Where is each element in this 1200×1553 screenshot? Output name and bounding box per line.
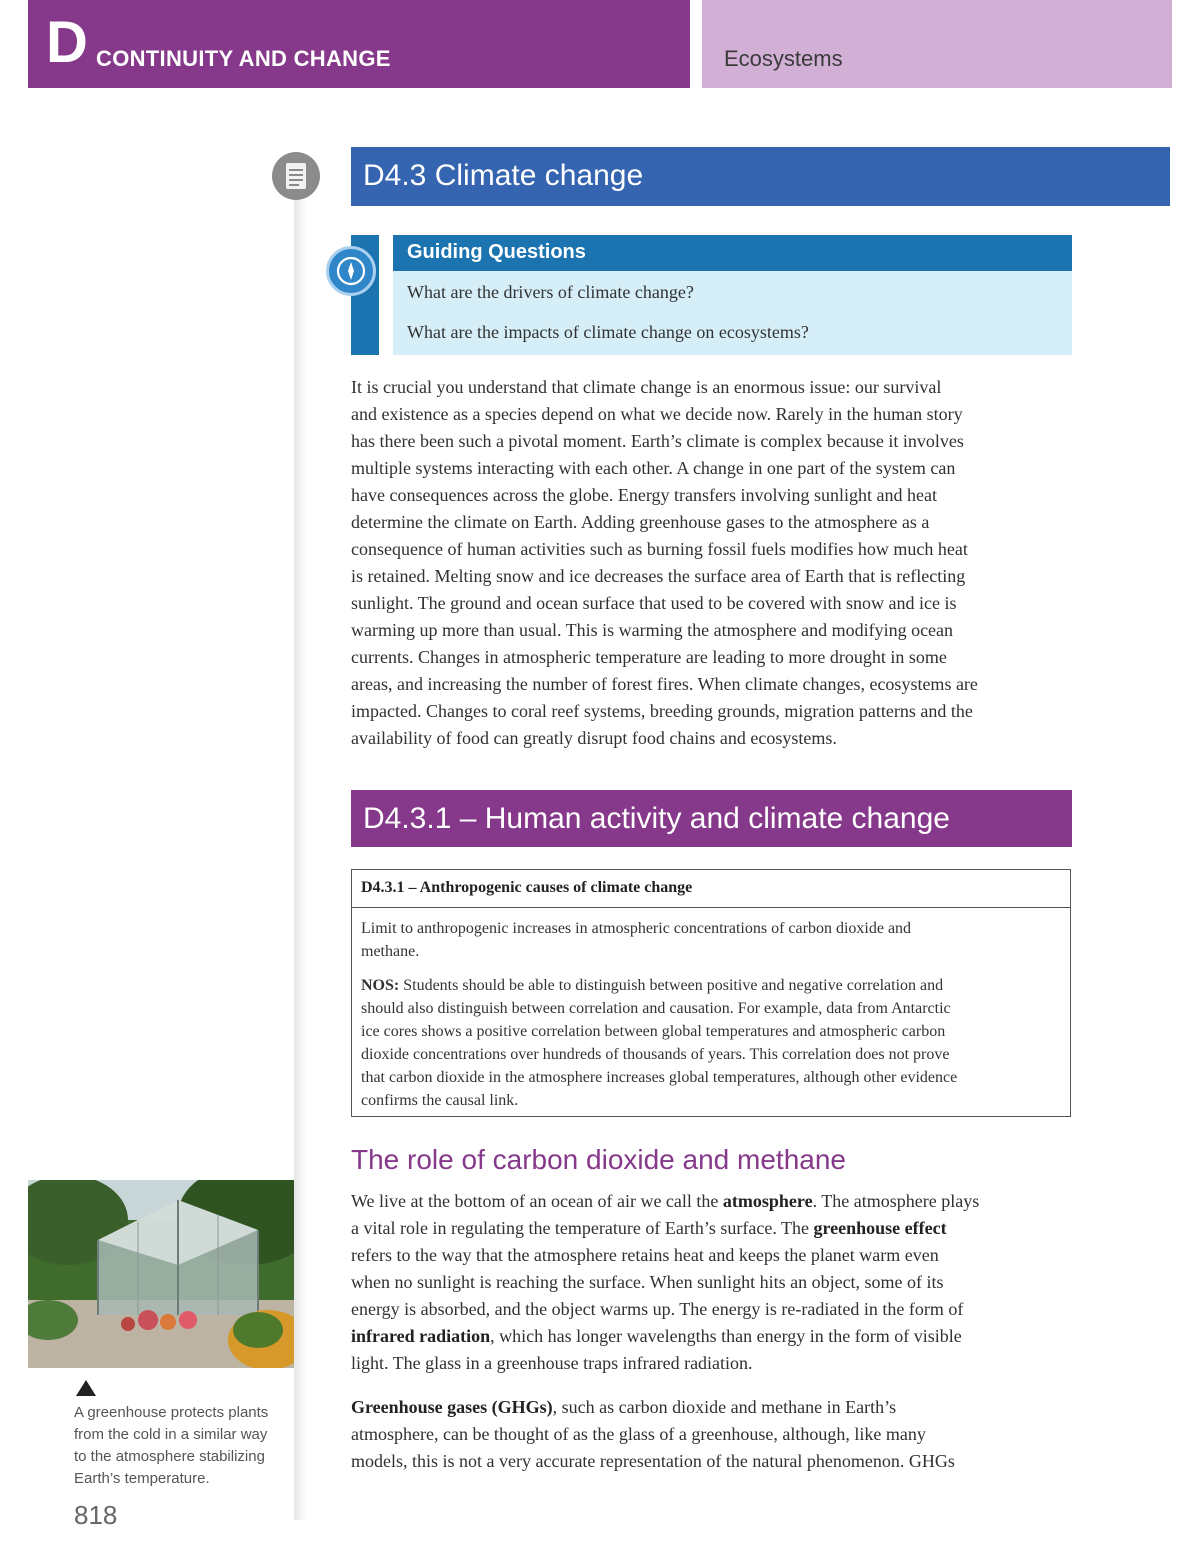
chapter-banner	[28, 0, 690, 88]
text-line: should also distinguish between correlation and causation. For example, data from Antarctic	[361, 1000, 951, 1017]
syllabus-nos	[361, 974, 1063, 1112]
text-line: energy is absorbed, and the object warms up. The energy is re-radiated in the form of	[351, 1299, 964, 1319]
guiding-question: What are the impacts of climate change on ecosystems?	[407, 322, 809, 342]
text-line: sunlight. The ground and ocean surface that used to be covered with snow and ice is	[351, 593, 957, 613]
greenhouse-photo	[28, 1180, 294, 1368]
text-line: , such as carbon dioxide and methane in Earth’s	[552, 1397, 897, 1417]
chapter-letter: D	[46, 10, 88, 75]
text-line: It is crucial you understand that climate change is an enormous issue: our survival	[351, 377, 942, 397]
key-term: infrared radiation	[351, 1326, 491, 1346]
text-line: impacted. Changes to coral reef systems, breeding grounds, migration patterns and the	[351, 701, 973, 721]
section-title: D4.3 Climate change	[363, 159, 644, 192]
syllabus-title: D4.3.1 – Anthropogenic causes of climate change	[361, 879, 693, 896]
nos-label: NOS:	[361, 977, 400, 994]
guiding-questions-header	[393, 235, 1072, 271]
text-line: determine the climate on Earth. Adding greenhouse gases to the atmosphere as a	[351, 512, 930, 532]
compass-icon	[326, 246, 376, 296]
text-line: Students should be able to distinguish between positive and negative correlation and	[399, 977, 944, 994]
topic-title: Ecosystems	[724, 46, 843, 71]
key-term: Greenhouse gases (GHGs)	[351, 1397, 553, 1417]
syllabus-box	[351, 869, 1071, 1117]
text-line: and existence as a species depend on what we decide now. Rarely in the human story	[351, 404, 963, 424]
caption-line: from the cold in a similar way	[74, 1426, 268, 1443]
guiding-questions-title: Guiding Questions	[407, 241, 586, 263]
key-term: atmosphere	[722, 1191, 813, 1211]
text-line: confirms the causal link.	[361, 1092, 519, 1109]
text-line: Limit to anthropogenic increases in atmospheric concentrations of carbon dioxide and	[361, 920, 912, 937]
margin-divider	[294, 200, 306, 1520]
topic-banner	[702, 0, 1172, 88]
text-line: ice cores shows a positive correlation between global temperatures and atmospheric carbon	[361, 1023, 946, 1040]
role-heading: The role of carbon dioxide and methane	[351, 1144, 846, 1175]
caption-line: Earth’s temperature.	[74, 1470, 210, 1487]
text-line: that carbon dioxide in the atmosphere increases global temperatures, although other evidence	[361, 1069, 958, 1086]
subsection-title: D4.3.1 – Human activity and climate change	[363, 802, 950, 835]
text-line: atmosphere, can be thought of as the glass of a greenhouse, although, like many	[351, 1424, 926, 1444]
key-term: greenhouse effect	[813, 1218, 947, 1238]
text-line: warming up more than usual. This is warming the atmosphere and modifying ocean	[351, 620, 954, 640]
subsection-title-bar	[351, 790, 1072, 847]
caption-line: A greenhouse protects plants	[74, 1404, 269, 1421]
guiding-question: What are the drivers of climate change?	[407, 282, 694, 302]
text-line: have consequences across the globe. Energy transfers involving sunlight and heat	[351, 485, 938, 505]
text-line: . The atmosphere plays	[812, 1191, 980, 1211]
text-line: methane.	[361, 943, 420, 960]
text-line: availability of food can greatly disrupt food chains and ecosystems.	[351, 728, 837, 748]
photo-caption	[74, 1402, 288, 1490]
text-line: We live at the bottom of an ocean of air we call the	[351, 1191, 723, 1211]
text-line: is retained. Melting snow and ice decreases the surface area of Earth that is reflecting	[351, 566, 966, 586]
text-line: , which has longer wavelengths than energy in the form of visible	[490, 1326, 962, 1346]
caption-pointer-icon	[76, 1380, 96, 1396]
text-line: light. The glass in a greenhouse traps infrared radiation.	[351, 1353, 753, 1373]
text-line: a vital role in regulating the temperature of Earth’s surface. The	[351, 1218, 814, 1238]
text-line: has there been such a pivotal moment. Earth’s climate is complex because it involves	[351, 431, 964, 451]
text-line: multiple systems interacting with each other. A change in one part of the system can	[351, 458, 956, 478]
syllabus-limit	[361, 917, 1063, 963]
guiding-questions-box	[393, 271, 1072, 355]
page-number: 818	[74, 1500, 118, 1530]
text-line: areas, and increasing the number of forest fires. When climate changes, ecosystems are	[351, 674, 978, 694]
role-paragraph-2	[351, 1394, 1073, 1475]
text-line: models, this is not a very accurate representation of the natural phenomenon. GHGs	[351, 1451, 955, 1471]
text-line: refers to the way that the atmosphere retains heat and keeps the planet warm even	[351, 1245, 939, 1265]
caption-line: to the atmosphere stabilizing	[74, 1448, 265, 1465]
role-paragraph-1	[351, 1188, 1073, 1377]
chapter-title: CONTINUITY AND CHANGE	[96, 46, 391, 71]
text-line: consequence of human activities such as burning fossil fuels modifies how much heat	[351, 539, 968, 559]
section-title-bar	[351, 147, 1170, 206]
document-icon	[272, 152, 320, 200]
text-line: dioxide concentrations over hundreds of thousands of years. This correlation does not prove	[361, 1046, 950, 1063]
syllabus-header	[352, 870, 1070, 908]
text-line: when no sunlight is reaching the surface. When sunlight hits an object, some of its	[351, 1272, 944, 1292]
text-line: currents. Changes in atmospheric temperature are leading to more drought in some	[351, 647, 947, 667]
intro-paragraph	[351, 374, 1073, 752]
